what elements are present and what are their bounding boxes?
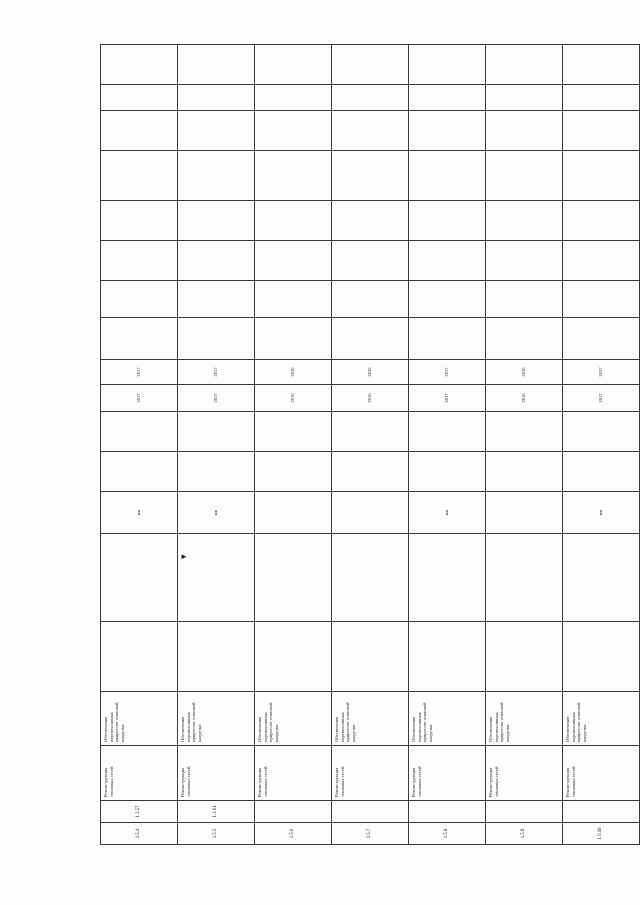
- project-purpose-cell: Обеспечение перспективных приростов тепловой нагрузки: [486, 692, 563, 746]
- unit-cell: мм: [409, 492, 486, 534]
- cost-value-6-cell: [101, 111, 178, 151]
- diameter-after-cell: [486, 412, 563, 452]
- cost-value-4-cell: [486, 201, 563, 241]
- diameter-after-cell: [332, 412, 409, 452]
- project-purpose-cell: Обеспечение перспективных приростов тепловой нагрузки: [178, 692, 255, 746]
- cost-value-3-cell: [332, 241, 409, 281]
- cost-value-4-cell: [101, 201, 178, 241]
- row-code-cell: [486, 801, 563, 823]
- project-type-cell: Реконструкция тепловых сетей: [178, 746, 255, 801]
- project-type-cell: Реконструкция тепловых сетей: [409, 746, 486, 801]
- row-number-cell: 1.5.6: [255, 823, 332, 845]
- end-year-cell: 2017: [101, 360, 178, 385]
- pipe-parameters-cell: [178, 534, 255, 622]
- diameter-before-cell: [101, 452, 178, 492]
- cost-value-7-cell: [332, 85, 409, 111]
- project-purpose-cell: Обеспечение перспективных приростов тепловой нагрузки: [332, 692, 409, 746]
- cost-value-2-cell: [255, 281, 332, 318]
- unit-cell: мм: [101, 492, 178, 534]
- diameter-after-cell: [409, 412, 486, 452]
- project-type-cell: Реконструкция тепловых сетей: [255, 746, 332, 801]
- cost-value-6-cell: [178, 111, 255, 151]
- cost-value-7-cell: [486, 85, 563, 111]
- start-year-cell: 2017: [563, 385, 640, 412]
- cost-value-3-cell: [101, 241, 178, 281]
- cost-value-4-cell: [332, 201, 409, 241]
- diameter-before-cell: [332, 452, 409, 492]
- row-code-cell: [563, 801, 640, 823]
- project-purpose-cell: Обеспечение перспективных приростов тепловой нагрузки: [563, 692, 640, 746]
- cost-value-5-cell: [409, 151, 486, 201]
- row-code-cell: [332, 801, 409, 823]
- project-description-cell: [486, 622, 563, 692]
- diameter-after-cell: [563, 412, 640, 452]
- cost-total-cell: [486, 318, 563, 360]
- cost-total-cell: [255, 318, 332, 360]
- table-row: [101, 45, 178, 845]
- table-row: [486, 45, 563, 845]
- cost-value-6-cell: [486, 111, 563, 151]
- table-row: [255, 45, 332, 845]
- pipe-parameters-cell: [332, 534, 409, 622]
- cost-value-7-cell: [409, 85, 486, 111]
- cost-value-8-cell: [486, 45, 563, 85]
- project-type-cell: Реконструкция тепловых сетей: [486, 746, 563, 801]
- cost-value-7-cell: [563, 85, 640, 111]
- start-year-cell: 2017: [178, 385, 255, 412]
- pointer-arrow-mark: ►: [180, 552, 188, 561]
- start-year-cell: 2017: [409, 385, 486, 412]
- cost-total-cell: [563, 318, 640, 360]
- cost-value-5-cell: [178, 151, 255, 201]
- cost-total-cell: [178, 318, 255, 360]
- cost-value-2-cell: [178, 281, 255, 318]
- end-year-cell: 2016: [332, 360, 409, 385]
- unit-cell: мм: [563, 492, 640, 534]
- cost-value-2-cell: [332, 281, 409, 318]
- cost-value-4-cell: [563, 201, 640, 241]
- end-year-cell: 2016: [486, 360, 563, 385]
- row-number-cell: 1.5.4: [101, 823, 178, 845]
- project-description-cell: [409, 622, 486, 692]
- row-number-cell: 1.5.7: [332, 823, 409, 845]
- unit-cell: [332, 492, 409, 534]
- cost-total-cell: [332, 318, 409, 360]
- cost-value-8-cell: [563, 45, 640, 85]
- cost-value-5-cell: [255, 151, 332, 201]
- project-type-cell: Реконструкция тепловых сетей: [101, 746, 178, 801]
- table-row: [563, 45, 640, 845]
- cost-value-6-cell: [409, 111, 486, 151]
- cost-value-8-cell: [332, 45, 409, 85]
- row-number-cell: 1.5.10: [563, 823, 640, 845]
- diameter-before-cell: [563, 452, 640, 492]
- cost-value-6-cell: [563, 111, 640, 151]
- diameter-after-cell: [255, 412, 332, 452]
- cost-value-4-cell: [255, 201, 332, 241]
- unit-cell: [486, 492, 563, 534]
- start-year-cell: 2016: [332, 385, 409, 412]
- start-year-cell: 2016: [486, 385, 563, 412]
- project-type-cell: Реконструкция тепловых сетей: [332, 746, 409, 801]
- investment-projects-table: [100, 44, 640, 845]
- unit-cell: [255, 492, 332, 534]
- end-year-cell: 2017: [178, 360, 255, 385]
- cost-value-8-cell: [409, 45, 486, 85]
- cost-value-3-cell: [409, 241, 486, 281]
- row-number-cell: 1.5.9: [486, 823, 563, 845]
- row-code-cell: 1.3.61: [178, 801, 255, 823]
- cost-value-2-cell: [101, 281, 178, 318]
- project-type-cell: Реконструкция тепловых сетей: [563, 746, 640, 801]
- table-row: [409, 45, 486, 845]
- diameter-before-cell: [486, 452, 563, 492]
- pipe-parameters-cell: [486, 534, 563, 622]
- cost-value-8-cell: [255, 45, 332, 85]
- row-code-cell: [255, 801, 332, 823]
- project-description-cell: [332, 622, 409, 692]
- cost-value-3-cell: [486, 241, 563, 281]
- cost-value-5-cell: [101, 151, 178, 201]
- cost-value-4-cell: [409, 201, 486, 241]
- cost-total-cell: [409, 318, 486, 360]
- cost-value-3-cell: [178, 241, 255, 281]
- start-year-cell: 2017: [101, 385, 178, 412]
- pipe-parameters-cell: [101, 534, 178, 622]
- project-description-cell: [255, 622, 332, 692]
- cost-value-3-cell: [255, 241, 332, 281]
- row-code-cell: 1.3.57: [101, 801, 178, 823]
- cost-value-4-cell: [178, 201, 255, 241]
- pipe-parameters-cell: [255, 534, 332, 622]
- end-year-cell: 2016: [255, 360, 332, 385]
- project-purpose-cell: Обеспечение перспективных приростов тепловой нагрузки: [255, 692, 332, 746]
- cost-value-6-cell: [332, 111, 409, 151]
- table-row: [332, 45, 409, 845]
- unit-cell: мм: [178, 492, 255, 534]
- cost-value-6-cell: [255, 111, 332, 151]
- table-body: [101, 45, 640, 845]
- diameter-before-cell: [409, 452, 486, 492]
- cost-value-7-cell: [178, 85, 255, 111]
- diameter-before-cell: [255, 452, 332, 492]
- row-code-cell: [409, 801, 486, 823]
- cost-value-7-cell: [255, 85, 332, 111]
- cost-value-2-cell: [409, 281, 486, 318]
- cost-value-7-cell: [101, 85, 178, 111]
- end-year-cell: 2017: [409, 360, 486, 385]
- project-description-cell: [563, 622, 640, 692]
- diameter-after-cell: [101, 412, 178, 452]
- rotated-table-container: [100, 45, 640, 845]
- cost-value-2-cell: [486, 281, 563, 318]
- pipe-parameters-cell: [409, 534, 486, 622]
- pipe-parameters-cell: [563, 534, 640, 622]
- diameter-after-cell: [178, 412, 255, 452]
- start-year-cell: 2016: [255, 385, 332, 412]
- cost-value-8-cell: [101, 45, 178, 85]
- row-number-cell: 1.5.5: [178, 823, 255, 845]
- cost-value-3-cell: [563, 241, 640, 281]
- cost-value-5-cell: [486, 151, 563, 201]
- cost-value-5-cell: [563, 151, 640, 201]
- project-description-cell: [101, 622, 178, 692]
- diameter-before-cell: [178, 452, 255, 492]
- cost-value-2-cell: [563, 281, 640, 318]
- cost-value-8-cell: [178, 45, 255, 85]
- end-year-cell: 2017: [563, 360, 640, 385]
- project-description-cell: [178, 622, 255, 692]
- project-purpose-cell: Обеспечение перспективных приростов тепловой нагрузки: [101, 692, 178, 746]
- project-purpose-cell: Обеспечение перспективных приростов тепловой нагрузки: [409, 692, 486, 746]
- cost-total-cell: [101, 318, 178, 360]
- row-number-cell: 1.5.8: [409, 823, 486, 845]
- cost-value-5-cell: [332, 151, 409, 201]
- table-row: [178, 45, 255, 845]
